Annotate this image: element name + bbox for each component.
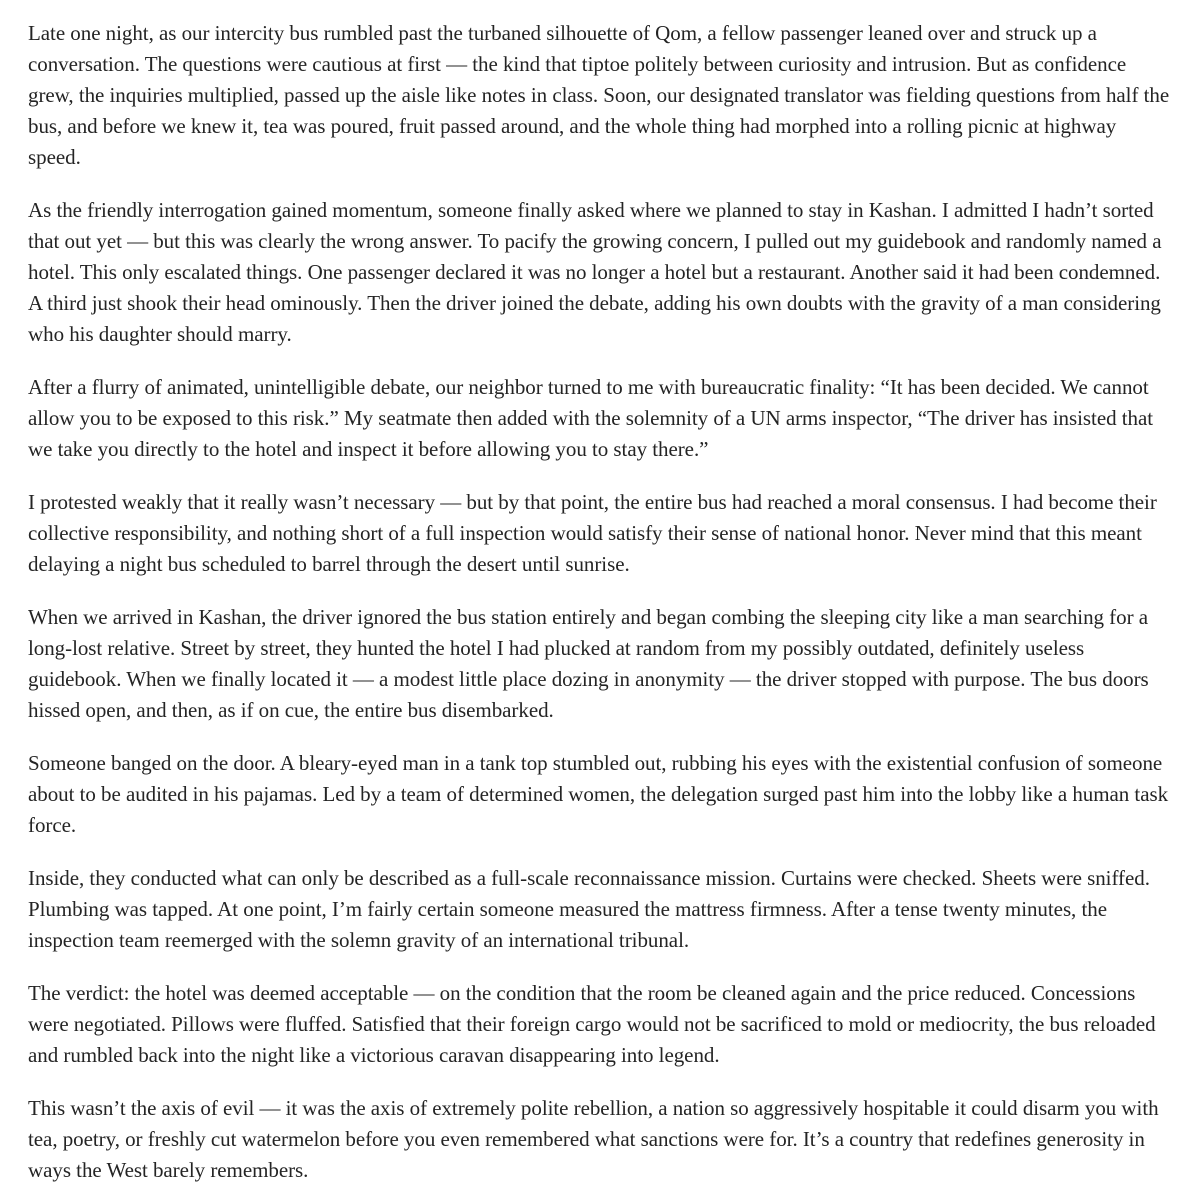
paragraph-9: This wasn’t the axis of evil — it was the axis of extremely polite rebellion, a nation so aggressively hospitable it could disarm you with tea, poetry, or freshly cut watermelon before you even remembered what sanctions were for. It’s a country that redefines generosity in ways the West barely remembers.	[28, 1096, 1159, 1182]
paragraph-4: I protested weakly that it really wasn’t necessary — but by that point, the entire bus had reached a moral consensus. I had become their collective responsibility, and nothing short of a full inspection would satisfy their sense of national honor. Never mind that this meant delaying a night bus scheduled to barrel through the desert until sunrise.	[28, 490, 1157, 576]
paragraph-8: The verdict: the hotel was deemed acceptable — on the condition that the room be cleaned again and the price reduced. Concessions were negotiated. Pillows were fluffed. Satisfied that their foreign cargo would not be sacrificed to mold or mediocrity, the bus reloaded and rumbled back into the night like a victorious caravan disappearing into legend.	[28, 981, 1156, 1067]
paragraph-1: Late one night, as our intercity bus rumbled past the turbaned silhouette of Qom, a fellow passenger leaned over and struck up a conversation. The questions were cautious at first — the kind that tiptoe politely between curiosity and intrusion. But as confidence grew, the inquiries multiplied, passed up the aisle like notes in class. Soon, our designated translator was fielding questions from half the bus, and before we knew it, tea was poured, fruit passed around, and the whole thing had morphed into a rolling picnic at highway speed.	[28, 21, 1170, 169]
paragraph-6: Someone banged on the door. A bleary-eyed man in a tank top stumbled out, rubbing his eyes with the existential confusion of someone about to be audited in his pajamas. Led by a team of determined women, the delegation surged past him into the lobby like a human task force.	[28, 751, 1169, 837]
paragraph-2: As the friendly interrogation gained momentum, someone finally asked where we planned to stay in Kashan. I admitted I hadn’t sorted that out yet — but this was clearly the wrong answer. To pacify the growing concern, I pulled out my guidebook and randomly named a hotel. This only escalated things. One passenger declared it was no longer a hotel but a restaurant. Another said it had been condemned. A third just shook their head ominously. Then the driver joined the debate, adding his own doubts with the gravity of a man considering who his daughter should marry.	[28, 198, 1162, 346]
paragraph-5: When we arrived in Kashan, the driver ignored the bus station entirely and began combing the sleeping city like a man searching for a long-lost relative. Street by street, they hunted the hotel I had plucked at random from my possibly outdated, definitely useless guidebook. When we finally located it — a modest little place dozing in anonymity — the driver stopped with purpose. The bus doors hissed open, and then, as if on cue, the entire bus disembarked.	[28, 605, 1149, 722]
paragraph-3: After a flurry of animated, unintelligible debate, our neighbor turned to me with bureaucratic finality: “It has been decided. We cannot allow you to be exposed to this risk.” My seatmate then added with the solemnity of a UN arms inspector, “The driver has insisted that we take you directly to the hotel and inspect it before allowing you to stay there.”	[28, 375, 1154, 461]
paragraph-7: Inside, they conducted what can only be described as a full-scale reconnaissance mission. Curtains were checked. Sheets were sniffed. Plumbing was tapped. At one point, I’m fairly certain someone measured the mattress firmness. After a tense twenty minutes, the inspection team reemerged with the solemn gravity of an international tribunal.	[28, 866, 1150, 952]
